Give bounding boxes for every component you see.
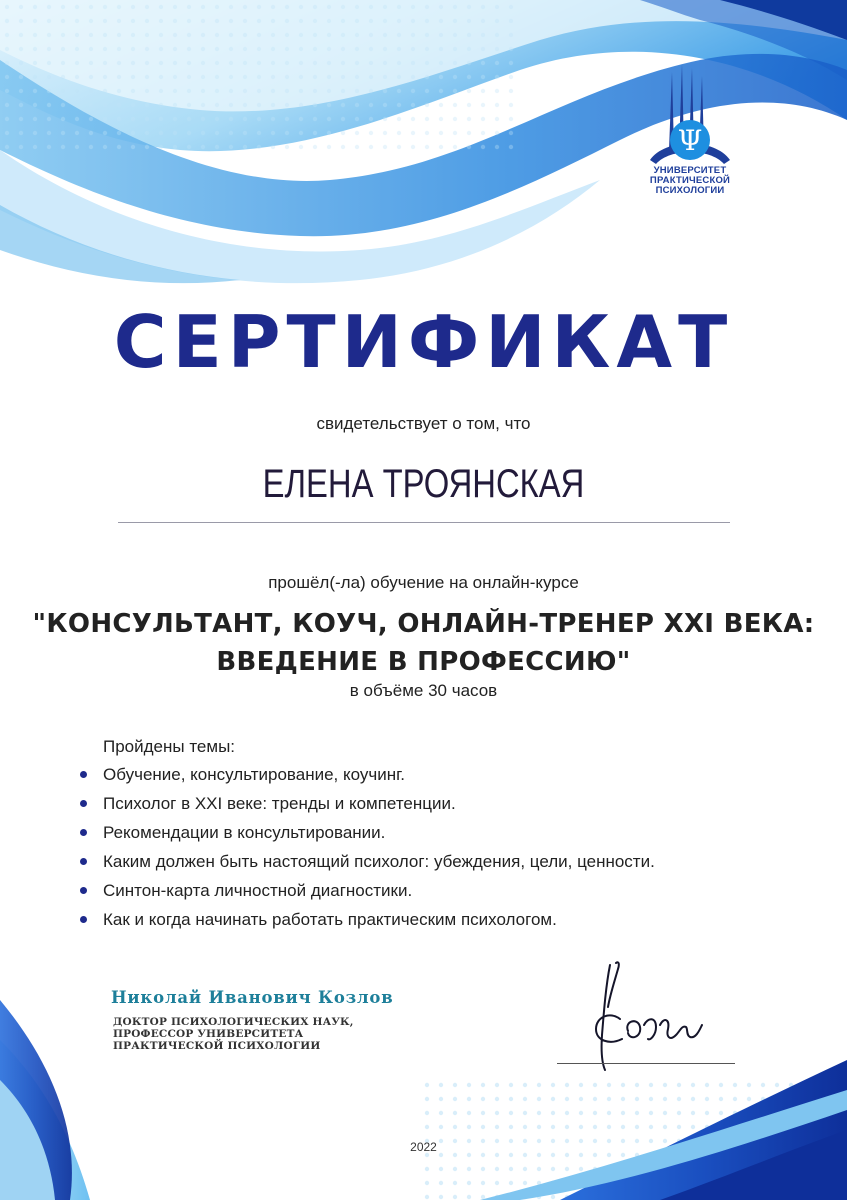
svg-text:Ψ: Ψ — [677, 124, 703, 157]
topic-text: Синтон-карта личностной диагностики. — [103, 881, 413, 900]
bullet-icon — [80, 916, 87, 923]
bullet-icon — [80, 771, 87, 778]
certifies-text: свидетельствует о том, что — [316, 414, 531, 433]
topics-heading: Пройдены темы: — [103, 737, 236, 756]
list-item — [80, 847, 655, 876]
topics-list — [80, 760, 655, 934]
signer-title-line: ДОКТОР ПСИХОЛОГИЧЕСКИХ НАУК, — [113, 1016, 354, 1028]
signer-title-line: ПРАКТИЧЕСКОЙ ПСИХОЛОГИИ — [113, 1040, 321, 1052]
course-title — [0, 605, 847, 681]
signer-title-line: ПРОФЕССОР УНИВЕРСИТЕТА — [113, 1028, 304, 1040]
certificate-title: СЕРТИФИКАТ — [113, 300, 734, 384]
bullet-icon — [80, 829, 87, 836]
passed-text: прошёл(-ла) обучение на онлайн-курсе — [268, 573, 579, 592]
list-item — [80, 760, 655, 789]
signature-icon — [570, 955, 740, 1075]
logo-text — [635, 166, 745, 196]
logo-line: ПРАКТИЧЕСКОЙ — [649, 175, 731, 186]
topic-text: Как и когда начинать работать практическим психологом. — [103, 910, 557, 929]
logo-line: ПСИХОЛОГИИ — [655, 185, 725, 196]
topic-text: Рекомендации в консультировании. — [103, 823, 386, 842]
topic-text: Каким должен быть настоящий психолог: убеждения, цели, ценности. — [103, 852, 655, 871]
bullet-icon — [80, 887, 87, 894]
certificate-year: 2022 — [410, 1140, 437, 1154]
hours-text: в объёме 30 часов — [349, 681, 498, 700]
signature-line — [557, 1063, 735, 1064]
list-item — [80, 789, 655, 818]
bullet-icon — [80, 800, 87, 807]
course-title-line: "КОНСУЛЬТАНТ, КОУЧ, ОНЛАЙН-ТРЕНЕР XXI ВЕКА: — [32, 609, 815, 639]
list-item — [80, 818, 655, 847]
list-item — [80, 876, 655, 905]
signer-name: Николай Иванович Козлов — [111, 988, 394, 1007]
logo-line: УНИВЕРСИТЕТ — [653, 165, 727, 176]
bullet-icon — [80, 858, 87, 865]
name-underline — [118, 522, 730, 523]
list-item — [80, 905, 655, 934]
course-title-line: ВВЕДЕНИЕ В ПРОФЕССИЮ" — [216, 647, 631, 677]
signer-title — [113, 1016, 354, 1052]
topic-text: Обучение, консультирование, коучинг. — [103, 765, 405, 784]
topic-text: Психолог в XXI веке: тренды и компетенции. — [103, 794, 456, 813]
recipient-name: ЕЛЕНА ТРОЯНСКАЯ — [262, 462, 585, 506]
